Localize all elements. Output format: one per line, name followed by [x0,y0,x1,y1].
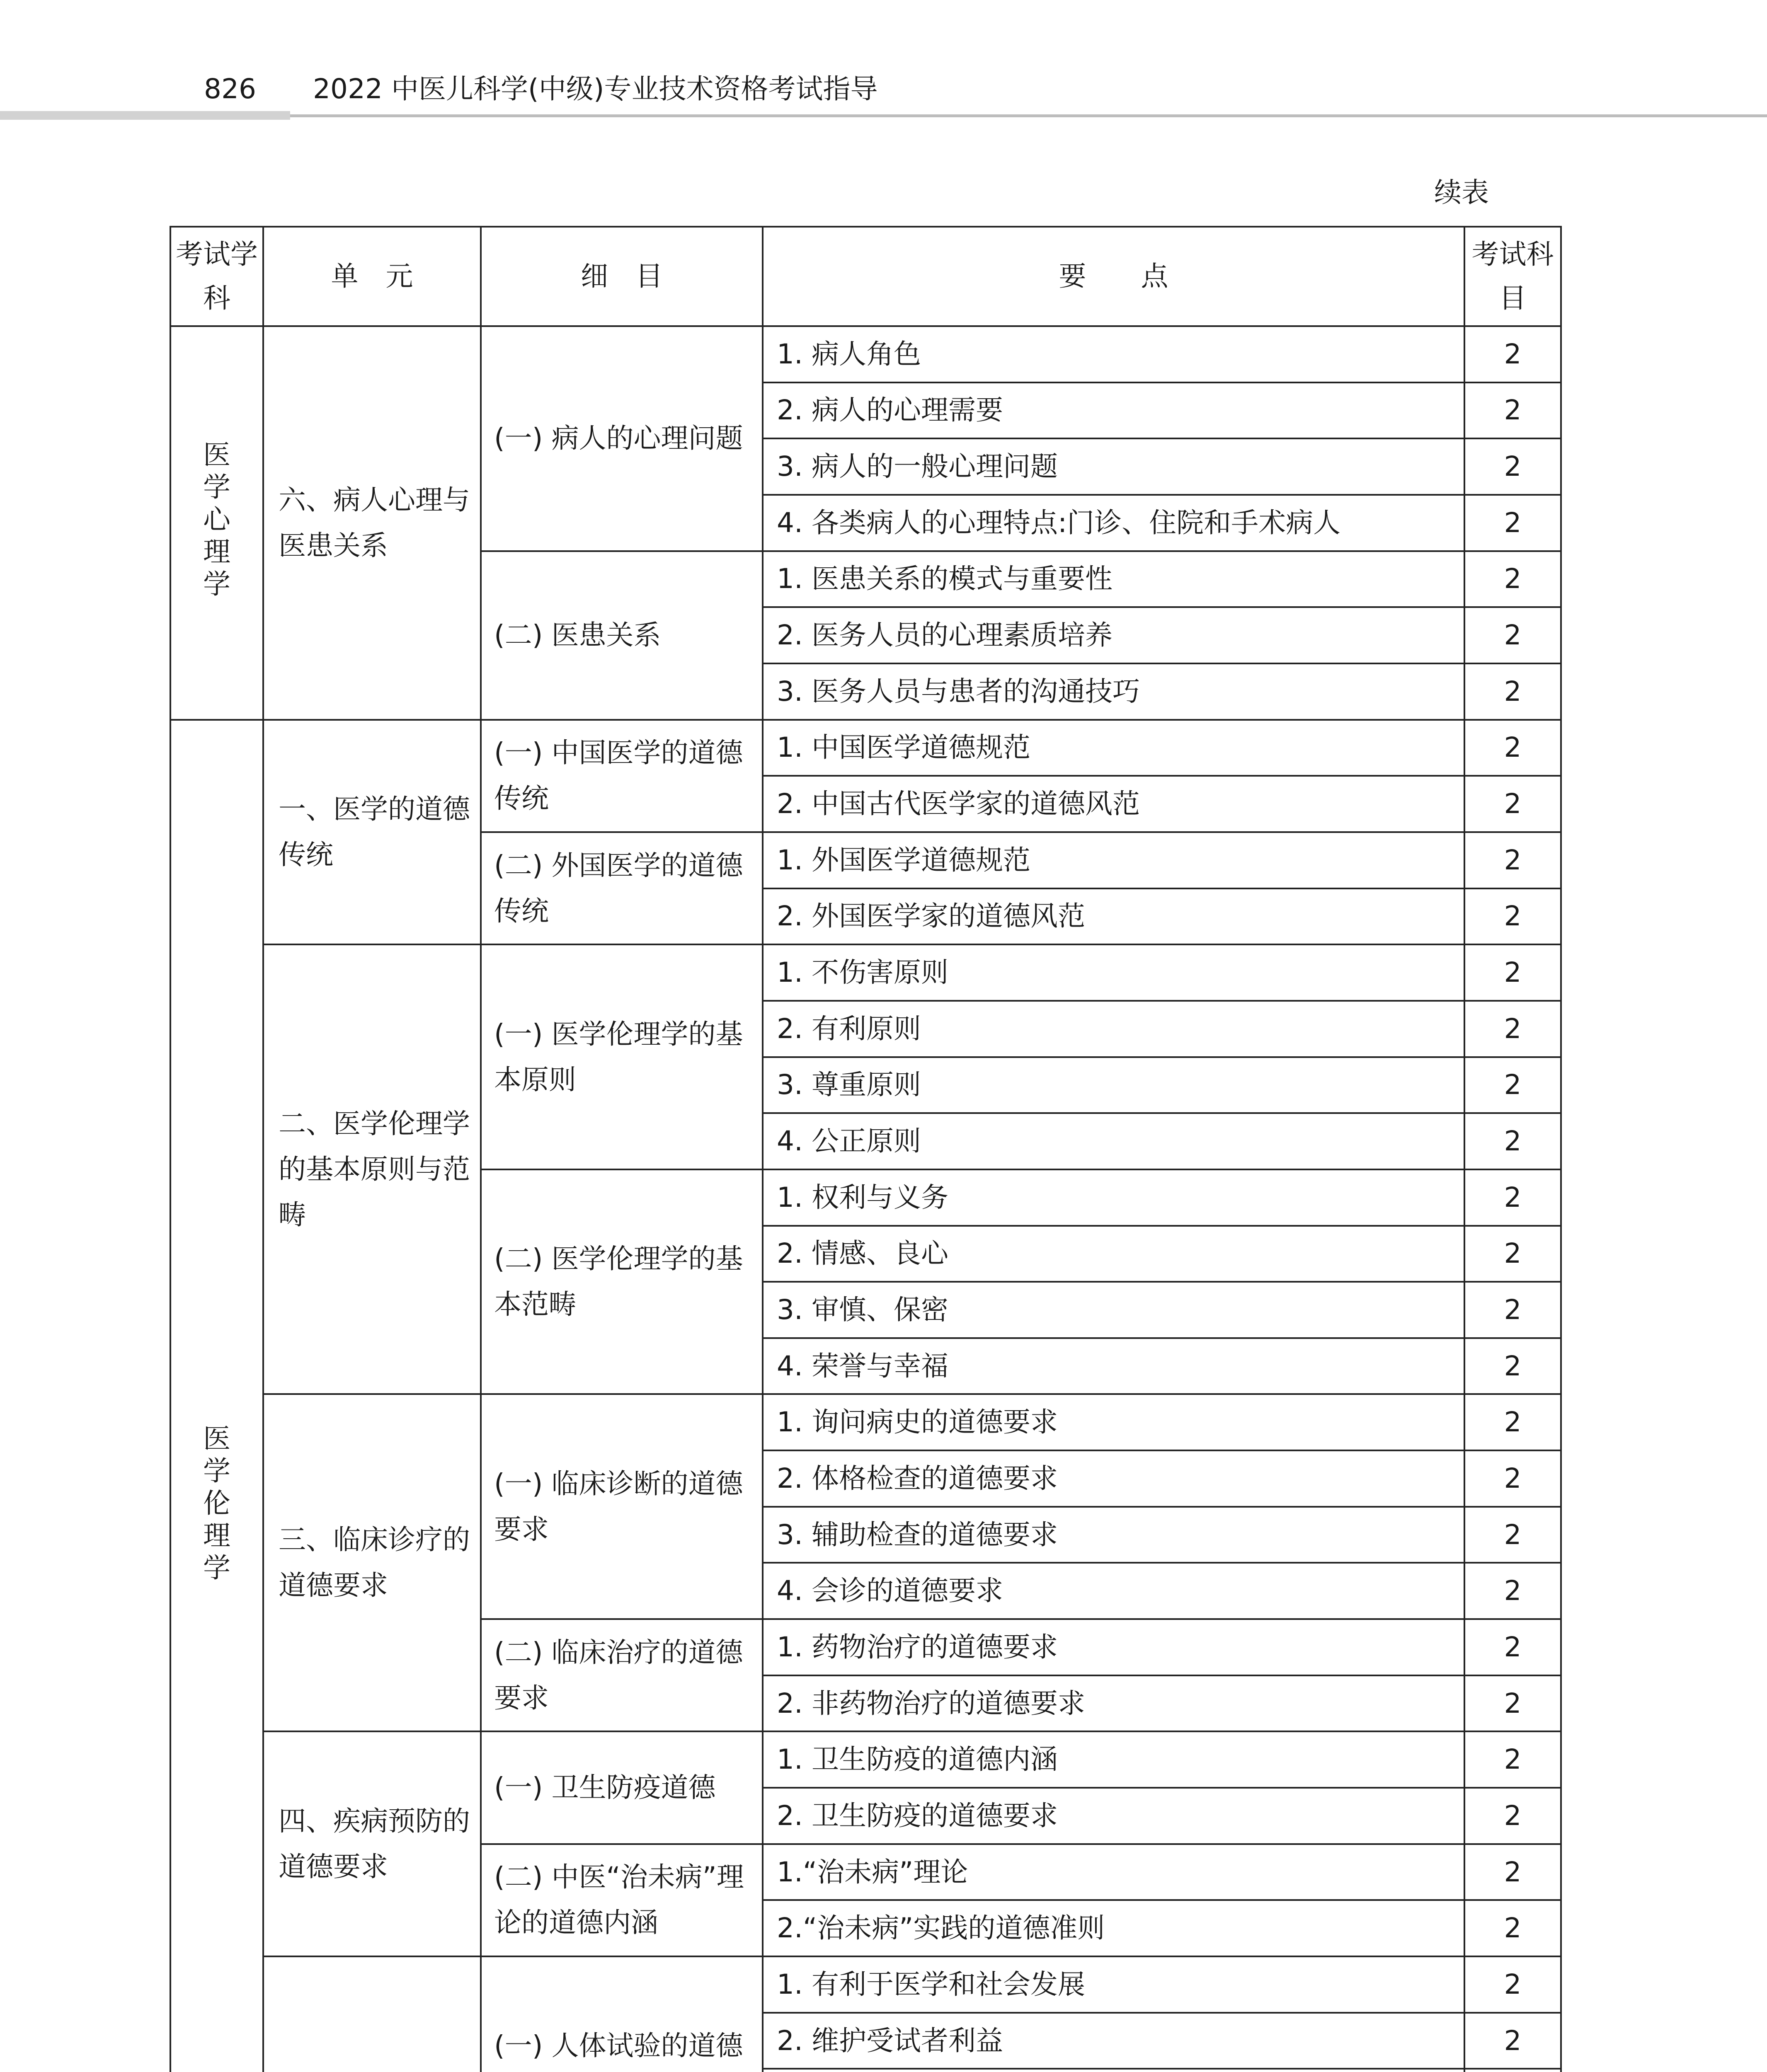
detail-cell: (一) 医学伦理学的基本原则 [481,944,763,1169]
subject-cell [170,326,263,720]
detail-cell: (二) 临床治疗的道德要求 [481,1619,763,1731]
point-cell: 4. 各类病人的心理特点:门诊、住院和手术病人 [763,495,1464,551]
exam-credit-cell: 2 [1464,1844,1561,1900]
point-cell: 4. 会诊的道德要求 [763,1563,1464,1619]
point-cell: 2.“治未病”实践的道德准则 [763,1900,1464,1956]
unit-cell: 二、医学伦理学的基本原则与范畴 [263,944,481,1394]
exam-credit-cell: 2 [1464,1507,1561,1563]
exam-credit-cell: 2 [1464,607,1561,663]
exam-credit-cell: 2 [1464,1450,1561,1507]
detail-cell: (一) 人体试验的道德 [481,1956,763,2072]
exam-credit-cell: 2 [1464,1226,1561,1282]
table-row [170,944,1561,1001]
detail-cell: (二) 医患关系 [481,551,763,720]
detail-cell: (一) 病人的心理问题 [481,326,763,551]
unit-cell: 一、医学的道德传统 [263,720,481,945]
point-cell: 1. 外国医学道德规范 [763,832,1464,888]
exam-credit-cell: 2 [1464,551,1561,608]
exam-credit-cell: 2 [1464,663,1561,720]
detail-cell: (一) 中国医学的道德传统 [481,720,763,832]
exam-credit-cell [1464,2069,1561,2072]
point-cell: 3. 辅助检查的道德要求 [763,1507,1464,1563]
exam-credit-cell: 2 [1464,1113,1561,1169]
unit-cell: 三、临床诊疗的道德要求 [263,1394,481,1731]
header-rule-accent [0,111,290,120]
page-number: 826 [204,73,256,105]
exam-credit-cell: 2 [1464,1338,1561,1394]
exam-credit-cell: 2 [1464,776,1561,832]
exam-credit-cell: 2 [1464,832,1561,888]
detail-cell: (二) 外国医学的道德传统 [481,832,763,944]
subject-cell [170,720,263,2072]
header-exam: 考试科目 [1464,227,1561,326]
detail-cell: (二) 医学伦理学的基本范畴 [481,1169,763,1394]
exam-credit-cell: 2 [1464,720,1561,776]
exam-credit-cell: 2 [1464,2013,1561,2069]
point-cell: 1. 卫生防疫的道德内涵 [763,1731,1464,1788]
header-subject: 考试学科 [170,227,263,326]
exam-credit-cell: 2 [1464,438,1561,495]
table-body [170,326,1561,2072]
point-cell: 4. 荣誉与幸福 [763,1338,1464,1394]
subject-name: 医学伦理学 [203,1422,230,1584]
point-cell: 1.“治未病”理论 [763,1844,1464,1900]
exam-credit-cell: 2 [1464,1057,1561,1113]
table-row [170,1394,1561,1450]
exam-credit-cell: 2 [1464,1675,1561,1732]
exam-credit-cell: 2 [1464,1731,1561,1788]
unit-cell: 四、疾病预防的道德要求 [263,1731,481,1956]
exam-credit-cell: 2 [1464,326,1561,382]
point-cell: 2. 非药物治疗的道德要求 [763,1675,1464,1732]
exam-credit-cell: 2 [1464,382,1561,439]
header-points: 要 点 [763,227,1464,326]
detail-cell: (二) 中医“治未病”理论的道德内涵 [481,1844,763,1956]
point-cell: 1. 中国医学道德规范 [763,720,1464,776]
exam-credit-cell: 2 [1464,1956,1561,2013]
point-cell: 1. 医患关系的模式与重要性 [763,551,1464,608]
syllabus-table [170,226,1562,2072]
unit-cell [263,1956,481,2072]
point-cell: 2. 外国医学家的道德风范 [763,888,1464,945]
exam-credit-cell: 2 [1464,1169,1561,1226]
table-row [170,1956,1561,2013]
exam-credit-cell: 2 [1464,1900,1561,1956]
exam-credit-cell: 2 [1464,1394,1561,1450]
point-cell: 2. 医务人员的心理素质培养 [763,607,1464,663]
exam-credit-cell: 2 [1464,495,1561,551]
detail-cell: (一) 临床诊断的道德要求 [481,1394,763,1619]
header-rule [290,114,1767,117]
point-cell: 1. 药物治疗的道德要求 [763,1619,1464,1675]
point-cell: 1. 有利于医学和社会发展 [763,1956,1464,2013]
continued-label: 续表 [1434,177,1489,208]
exam-credit-cell: 2 [1464,888,1561,945]
point-cell: 2. 有利原则 [763,1001,1464,1057]
detail-cell: (一) 卫生防疫道德 [481,1731,763,1844]
exam-credit-cell: 2 [1464,1619,1561,1675]
unit-cell: 六、病人心理与医患关系 [263,326,481,720]
point-cell: 2. 维护受试者利益 [763,2013,1464,2069]
exam-credit-cell: 2 [1464,944,1561,1001]
point-cell: 4. 公正原则 [763,1113,1464,1169]
point-cell: 2. 体格检查的道德要求 [763,1450,1464,1507]
point-cell: 2. 中国古代医学家的道德风范 [763,776,1464,832]
point-cell: 2. 病人的心理需要 [763,382,1464,439]
point-cell: 3. 尊重原则 [763,1057,1464,1113]
table-row [170,326,1561,382]
book-title: 2022 中医儿科学(中级)专业技术资格考试指导 [313,73,878,105]
point-cell: 1. 权利与义务 [763,1169,1464,1226]
subject-name: 医学心理学 [203,438,230,600]
point-cell: 3. 病人的一般心理问题 [763,438,1464,495]
point-cell: 1. 病人角色 [763,326,1464,382]
exam-credit-cell: 2 [1464,1563,1561,1619]
point-cell: 1. 询问病史的道德要求 [763,1394,1464,1450]
point-cell [763,2069,1464,2072]
point-cell: 3. 医务人员与患者的沟通技巧 [763,663,1464,720]
point-cell: 3. 审慎、保密 [763,1282,1464,1338]
point-cell: 2. 卫生防疫的道德要求 [763,1788,1464,1844]
header-detail: 细 目 [481,227,763,326]
exam-credit-cell: 2 [1464,1788,1561,1844]
table-row [170,1731,1561,1788]
table-row [170,720,1561,776]
exam-credit-cell: 2 [1464,1282,1561,1338]
point-cell: 1. 不伤害原则 [763,944,1464,1001]
header-unit: 单 元 [263,227,481,326]
table-header-row [170,227,1561,326]
point-cell: 2. 情感、良心 [763,1226,1464,1282]
exam-credit-cell: 2 [1464,1001,1561,1057]
